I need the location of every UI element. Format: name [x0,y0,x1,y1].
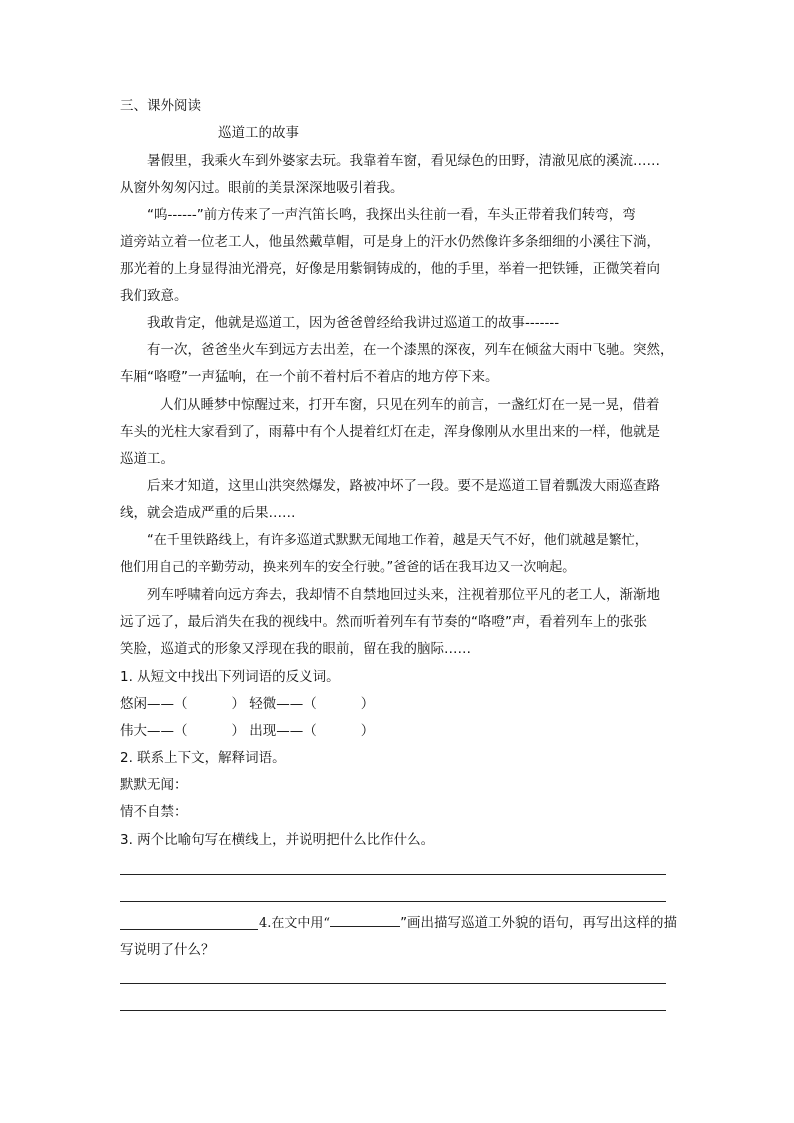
question-4 [259,912,677,934]
bracket-close: ） [360,723,375,739]
paragraph-line: 他们用自己的辛勤劳动，换来列车的安全行驶。”爸爸的话在我耳边又一次响起。 [120,560,576,575]
paragraph-line: 车头的光柱大家看到了，雨幕中有个人提着红灯在走，浑身像刚从水里出来的一样，他就是 [120,424,660,440]
paragraph-line: 后来才知道，这里山洪突然爆发，路被冲坏了一段。要不是巡道工冒着瓢泼大雨巡查路 [147,478,660,494]
paragraph-line: 巡道工。 [120,451,174,467]
section-heading: 三、课外阅读 [120,98,201,114]
answer-line[interactable] [120,983,666,984]
antonym-prompt: ） 出现——（ [231,723,317,739]
question-4-prefix: 4.在文中用“ [259,916,331,931]
paragraph-line: 笑脸，巡道式的形象又浮现在我的眼前，留在我的脑际…… [120,641,471,657]
answer-line[interactable] [120,874,666,875]
paragraph-line: 远了远了，最后消失在我的视线中。然而听着列车有节奏的“咯噔”声，看着列车上的张张 [120,614,647,630]
paragraph-line: “呜------”前方传来了一声汽笛长鸣，我探出头往前一看，车头正带着我们转弯，弯 [147,207,636,223]
paragraph-line: “在千里铁路线上，有许多巡道式默默无闻地工作着，越是天气不好，他们就越是繁忙， [147,533,648,548]
question-2: 2. 联系上下文，解释词语。 [120,750,286,766]
paragraph-line: 有一次，爸爸坐火车到远方去出差，在一个漆黑的深夜，列车在倾盆大雨中飞驰。突然， [147,342,674,358]
paragraph-line: 列车呼啸着向远方奔去，我却情不自禁地回过头来，注视着那位平凡的老工人，渐渐地 [147,587,660,603]
paragraph-line: 线，就会造成严重的后果…… [120,505,296,521]
answer-line[interactable] [120,1010,666,1011]
antonym-prompt: ） 轻微——（ [231,696,317,712]
answer-line[interactable] [120,901,666,902]
term-prompt: 情不自禁： [120,804,188,820]
paragraph-line: 从窗外匆匆闪过。眼前的美景深深地吸引着我。 [120,180,404,196]
paragraph-line: 那光着的上身显得油光滑亮，好像是用紫铜铸成的，他的手里，举着一把铁锤，正微笑着向 [120,261,660,277]
question-3: 3. 两个比喻句写在横线上，并说明把什么比作什么。 [120,832,435,848]
antonym-row-1 [120,694,374,714]
question-1: 1. 从短文中找出下列词语的反义词。 [120,669,340,685]
paragraph-line: 我们致意。 [120,288,188,304]
paragraph-line: 暑假里，我乘火车到外婆家去玩。我靠着车窗，看见绿色的田野，清澈见底的溪流…… [147,153,660,169]
question-4-suffix: ”画出描写巡道工外貌的语句，再写出这样的描 [400,915,678,931]
underline-sample [330,912,400,927]
bracket-close: ） [360,696,375,712]
antonym-prompt: 悠闲——（ [120,696,188,712]
antonym-prompt: 伟大——（ [120,723,188,739]
paragraph-line: 我敢肯定，他就是巡道工，因为爸爸曾经给我讲过巡道工的故事------- [147,315,560,331]
answer-line[interactable] [120,929,258,930]
antonym-row-2 [120,721,374,741]
paragraph-line: 人们从睡梦中惊醒过来，打开车窗，只见在列车的前言，一盏红灯在一晃一晃，借着 [160,397,660,413]
term-prompt: 默默无闻： [120,777,188,793]
paragraph-line: 车厢“咯噔”一声猛响，在一个前不着村后不着店的地方停下来。 [120,369,499,385]
paragraph-line: 道旁站立着一位老工人，他虽然戴草帽，可是身上的汗水仍然像许多条细细的小溪往下淌， [120,234,660,250]
question-4-continued: 写说明了什么？ [120,942,215,958]
story-title: 巡道工的故事 [218,125,299,141]
